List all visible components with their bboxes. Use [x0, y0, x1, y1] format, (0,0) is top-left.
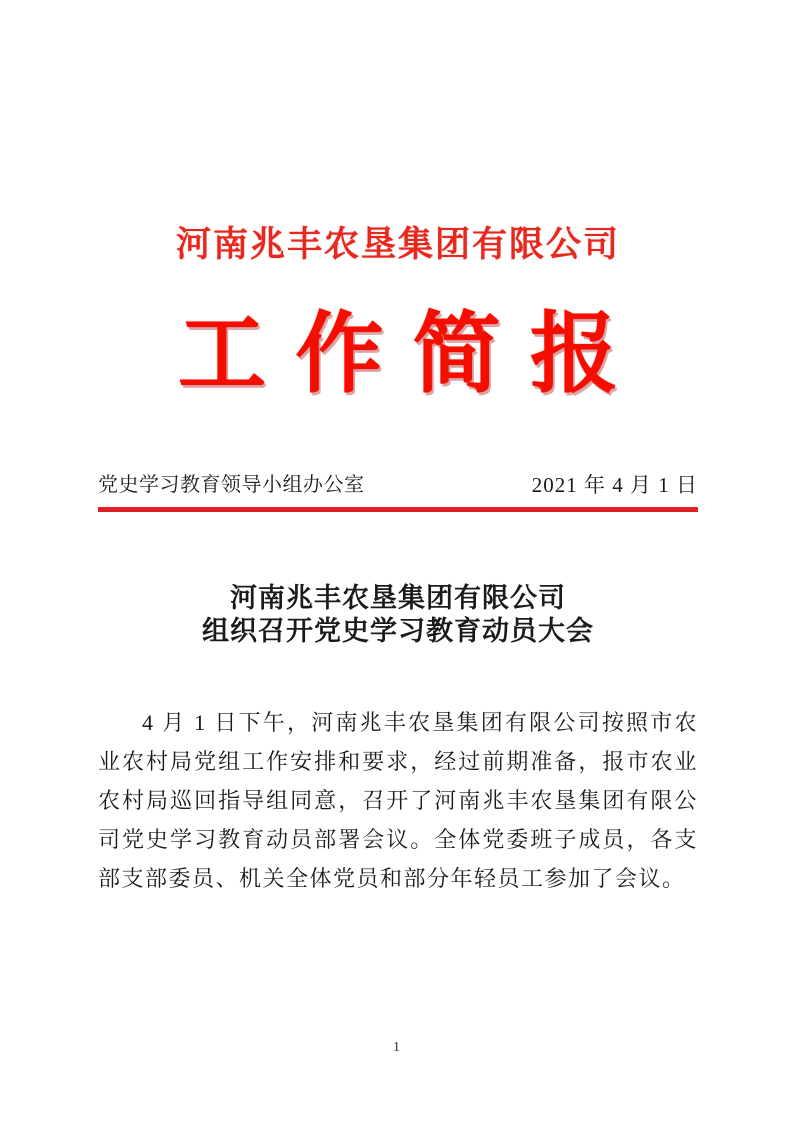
bulletin-title-char: 报 [529, 307, 618, 404]
article-paragraph: 4 月 1 日下午，河南兆丰农垦集团有限公司按照市农业农村局党组工作安排和要求，经过前期准备，报市农业农村局巡回指导组同意，召开了河南兆丰农垦集团有限公司党史学习教育动员部署会议。全体党委班子成员，各支部支部委员、机关全体党员和部分年轻员工参加了会议。 [98, 710, 698, 891]
bulletin-title [178, 308, 618, 404]
page-content [0, 224, 793, 898]
issuing-office-label: 党史学习教育领导小组办公室 [98, 474, 365, 496]
page-number: 1 [393, 1040, 400, 1055]
bulletin-title-char: 工 [178, 307, 267, 404]
article-heading-line-2: 组织召开党史学习教育动员大会 [202, 616, 594, 646]
bulletin-title-char: 作 [295, 307, 384, 404]
article-heading-line-1: 河南兆丰农垦集团有限公司 [230, 583, 566, 613]
article-body [98, 703, 698, 898]
article-heading [98, 582, 698, 648]
organization-title: 河南兆丰农垦集团有限公司 [175, 225, 620, 264]
bulletin-title-char: 简 [412, 307, 501, 404]
masthead-info-row [98, 472, 698, 498]
page-footer [0, 1040, 793, 1056]
red-divider-rule [98, 507, 698, 512]
issue-date: 2021 年 4 月 1 日 [531, 473, 698, 497]
